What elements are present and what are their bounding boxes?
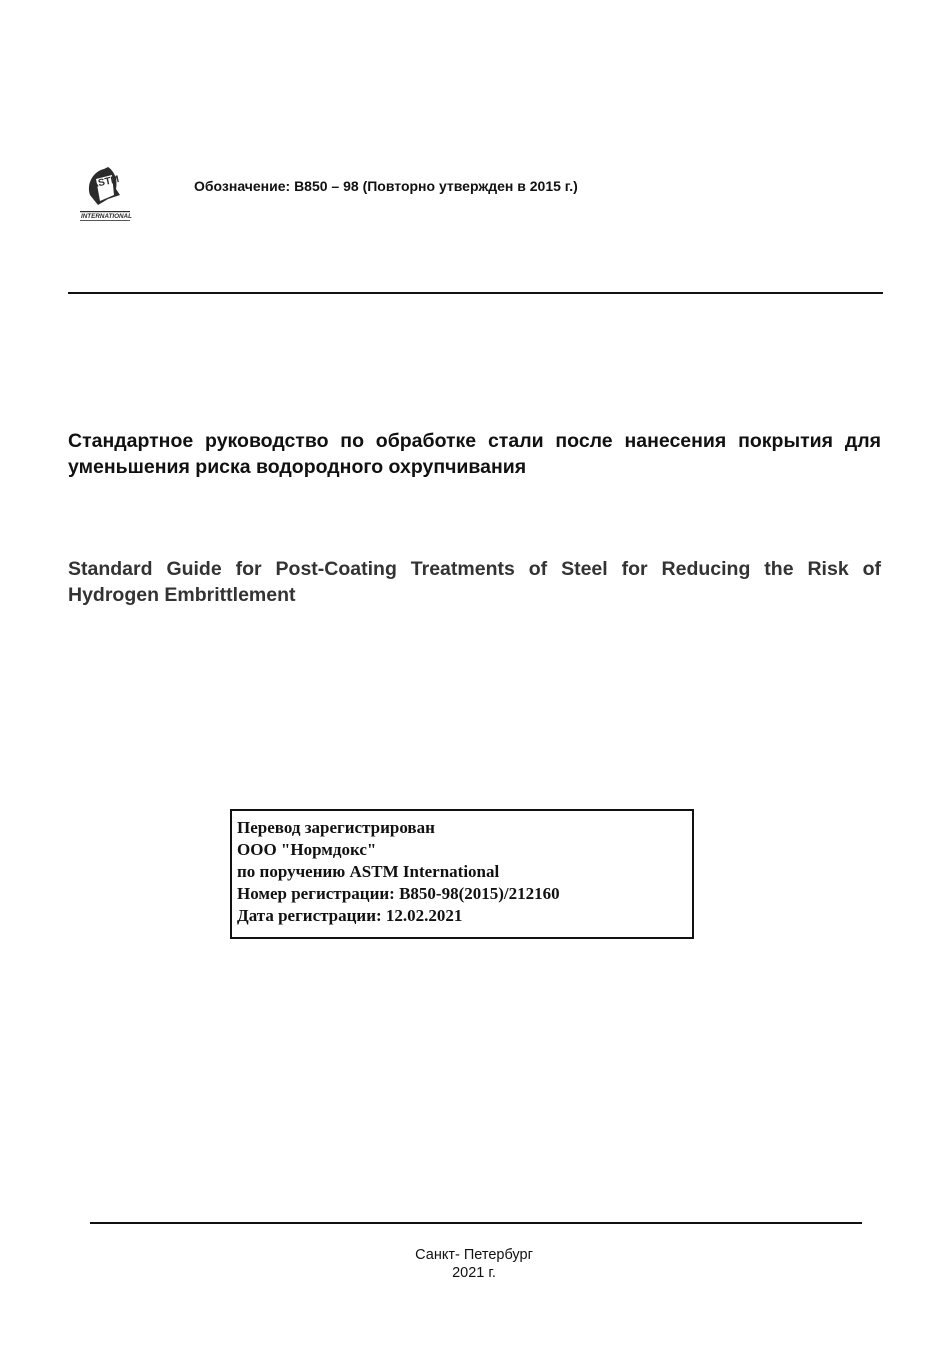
document-title-russian: Стандартное руководство по обработке стали после нанесения покрытия для уменьшения риска водородного охрупчивания xyxy=(68,430,881,478)
footer xyxy=(0,1246,948,1282)
astm-logo-icon xyxy=(78,165,132,223)
standard-designation: Обозначение: B850 – 98 (Повторно утвержден в 2015 г.) xyxy=(194,178,578,194)
document-title-english: Standard Guide for Post-Coating Treatments of Steel for Reducing the Risk of Hydrogen Embrittlement xyxy=(68,558,881,606)
header-divider xyxy=(68,292,883,294)
registration-date: Дата регистрации: 12.02.2021 xyxy=(237,906,463,925)
registration-line: по поручению ASTM International xyxy=(237,862,500,881)
registration-box xyxy=(230,809,694,939)
logo-letters: ASTM xyxy=(90,174,121,191)
footer-divider xyxy=(90,1222,862,1224)
astm-logo xyxy=(78,165,132,223)
registration-company: ООО "Нормдокс" xyxy=(237,840,377,859)
footer-city: Санкт- Петербург xyxy=(415,1247,533,1263)
registration-number: Номер регистрации: B850-98(2015)/212160 xyxy=(237,884,560,903)
footer-year: 2021 г. xyxy=(452,1265,496,1281)
logo-wordmark: INTERNATIONAL xyxy=(81,213,132,220)
registration-line: Перевод зарегистрирован xyxy=(237,818,435,837)
